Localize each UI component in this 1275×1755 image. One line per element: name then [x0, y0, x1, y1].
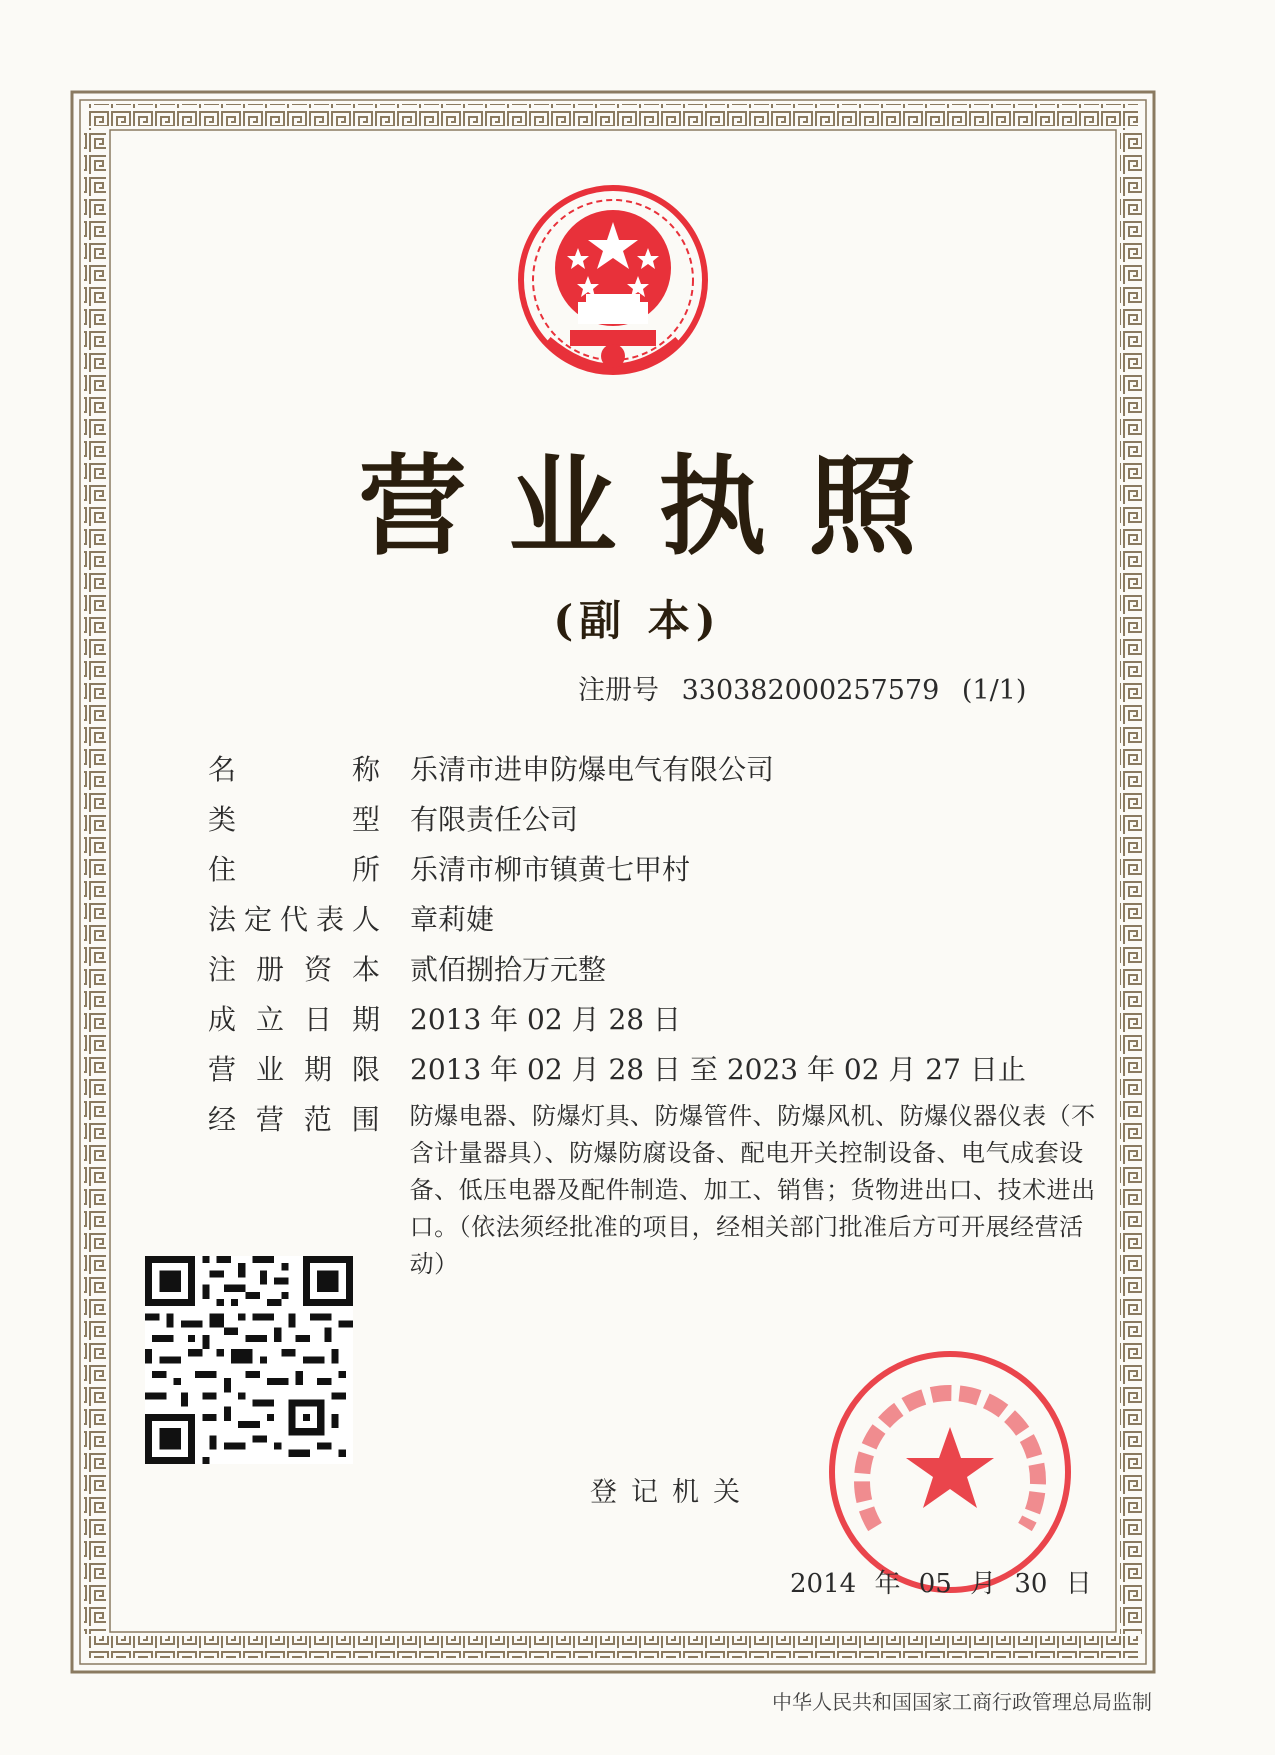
field-value: 乐清市进申防爆电气有限公司 — [410, 753, 775, 786]
scope-line: 防爆电器、防爆灯具、防爆管件、防爆风机、防爆仪器仪表（不 — [409, 1102, 1096, 1130]
field-row-capital — [208, 948, 1108, 998]
field-row-name — [208, 748, 1108, 798]
issue-month: 05 — [918, 1569, 952, 1599]
registration-line — [578, 668, 1040, 707]
field-value: 乐清市柳市镇黄七甲村 — [410, 853, 691, 886]
scope-line: 动） — [409, 1250, 459, 1278]
field-label: 名 称 — [208, 753, 380, 786]
field-row-established — [208, 998, 1108, 1048]
field-row-type — [208, 798, 1108, 848]
issue-year-unit: 年 — [874, 1569, 901, 1599]
field-label: 类 型 — [208, 803, 380, 836]
registration-authority: 登记机关 — [590, 1477, 754, 1508]
issue-month-unit: 月 — [970, 1569, 997, 1599]
qr-code-icon — [145, 1256, 353, 1464]
scope-line: 含计量器具）、防爆防腐设备、配电开关控制设备、电气成套设 — [409, 1139, 1084, 1167]
field-label: 营 业 期 限 — [208, 1053, 380, 1086]
national-emblem-icon — [508, 180, 718, 390]
field-row-legal-rep — [208, 898, 1108, 948]
field-label: 住 所 — [208, 853, 380, 886]
page-title: 营业执照 — [358, 444, 959, 570]
registration-label: 注册号 — [578, 675, 659, 706]
field-value: 2013 年 02 月 28 日 至 2023 年 02 月 27 日止 — [410, 1053, 1026, 1086]
field-value: 有限责任公司 — [410, 803, 579, 836]
field-value: 贰佰捌拾万元整 — [410, 953, 607, 986]
supervisor-footer: 中华人民共和国国家工商行政管理总局监制 — [772, 1690, 1152, 1714]
field-row-address — [208, 848, 1108, 898]
scope-line: 备、低压电器及配件制造、加工、销售；货物进出口、技术进出 — [409, 1176, 1096, 1204]
field-value: 章莉婕 — [410, 903, 495, 936]
issue-date — [790, 1563, 1102, 1600]
license-fields — [208, 748, 1108, 1283]
issue-day: 30 — [1014, 1569, 1048, 1599]
field-row-term — [208, 1048, 1108, 1098]
issue-day-unit: 日 — [1065, 1569, 1092, 1599]
field-label: 法 定 代 表 人 — [208, 903, 380, 936]
field-label: 经 营 范 围 — [208, 1103, 380, 1136]
scope-line: 口。（依法须经批准的项目，经相关部门批准后方可开展经营活 — [409, 1213, 1084, 1241]
field-value: 2013 年 02 月 28 日 — [410, 1003, 682, 1036]
copy-subtitle: (副 本) — [553, 596, 722, 645]
registration-page: (1/1) — [961, 675, 1027, 706]
field-label: 注 册 资 本 — [208, 953, 380, 986]
business-scope — [410, 1098, 1108, 1283]
field-label: 成 立 日 期 — [208, 1003, 380, 1036]
registration-number: 330382000257579 — [681, 675, 940, 706]
issue-year: 2014 — [790, 1569, 857, 1599]
